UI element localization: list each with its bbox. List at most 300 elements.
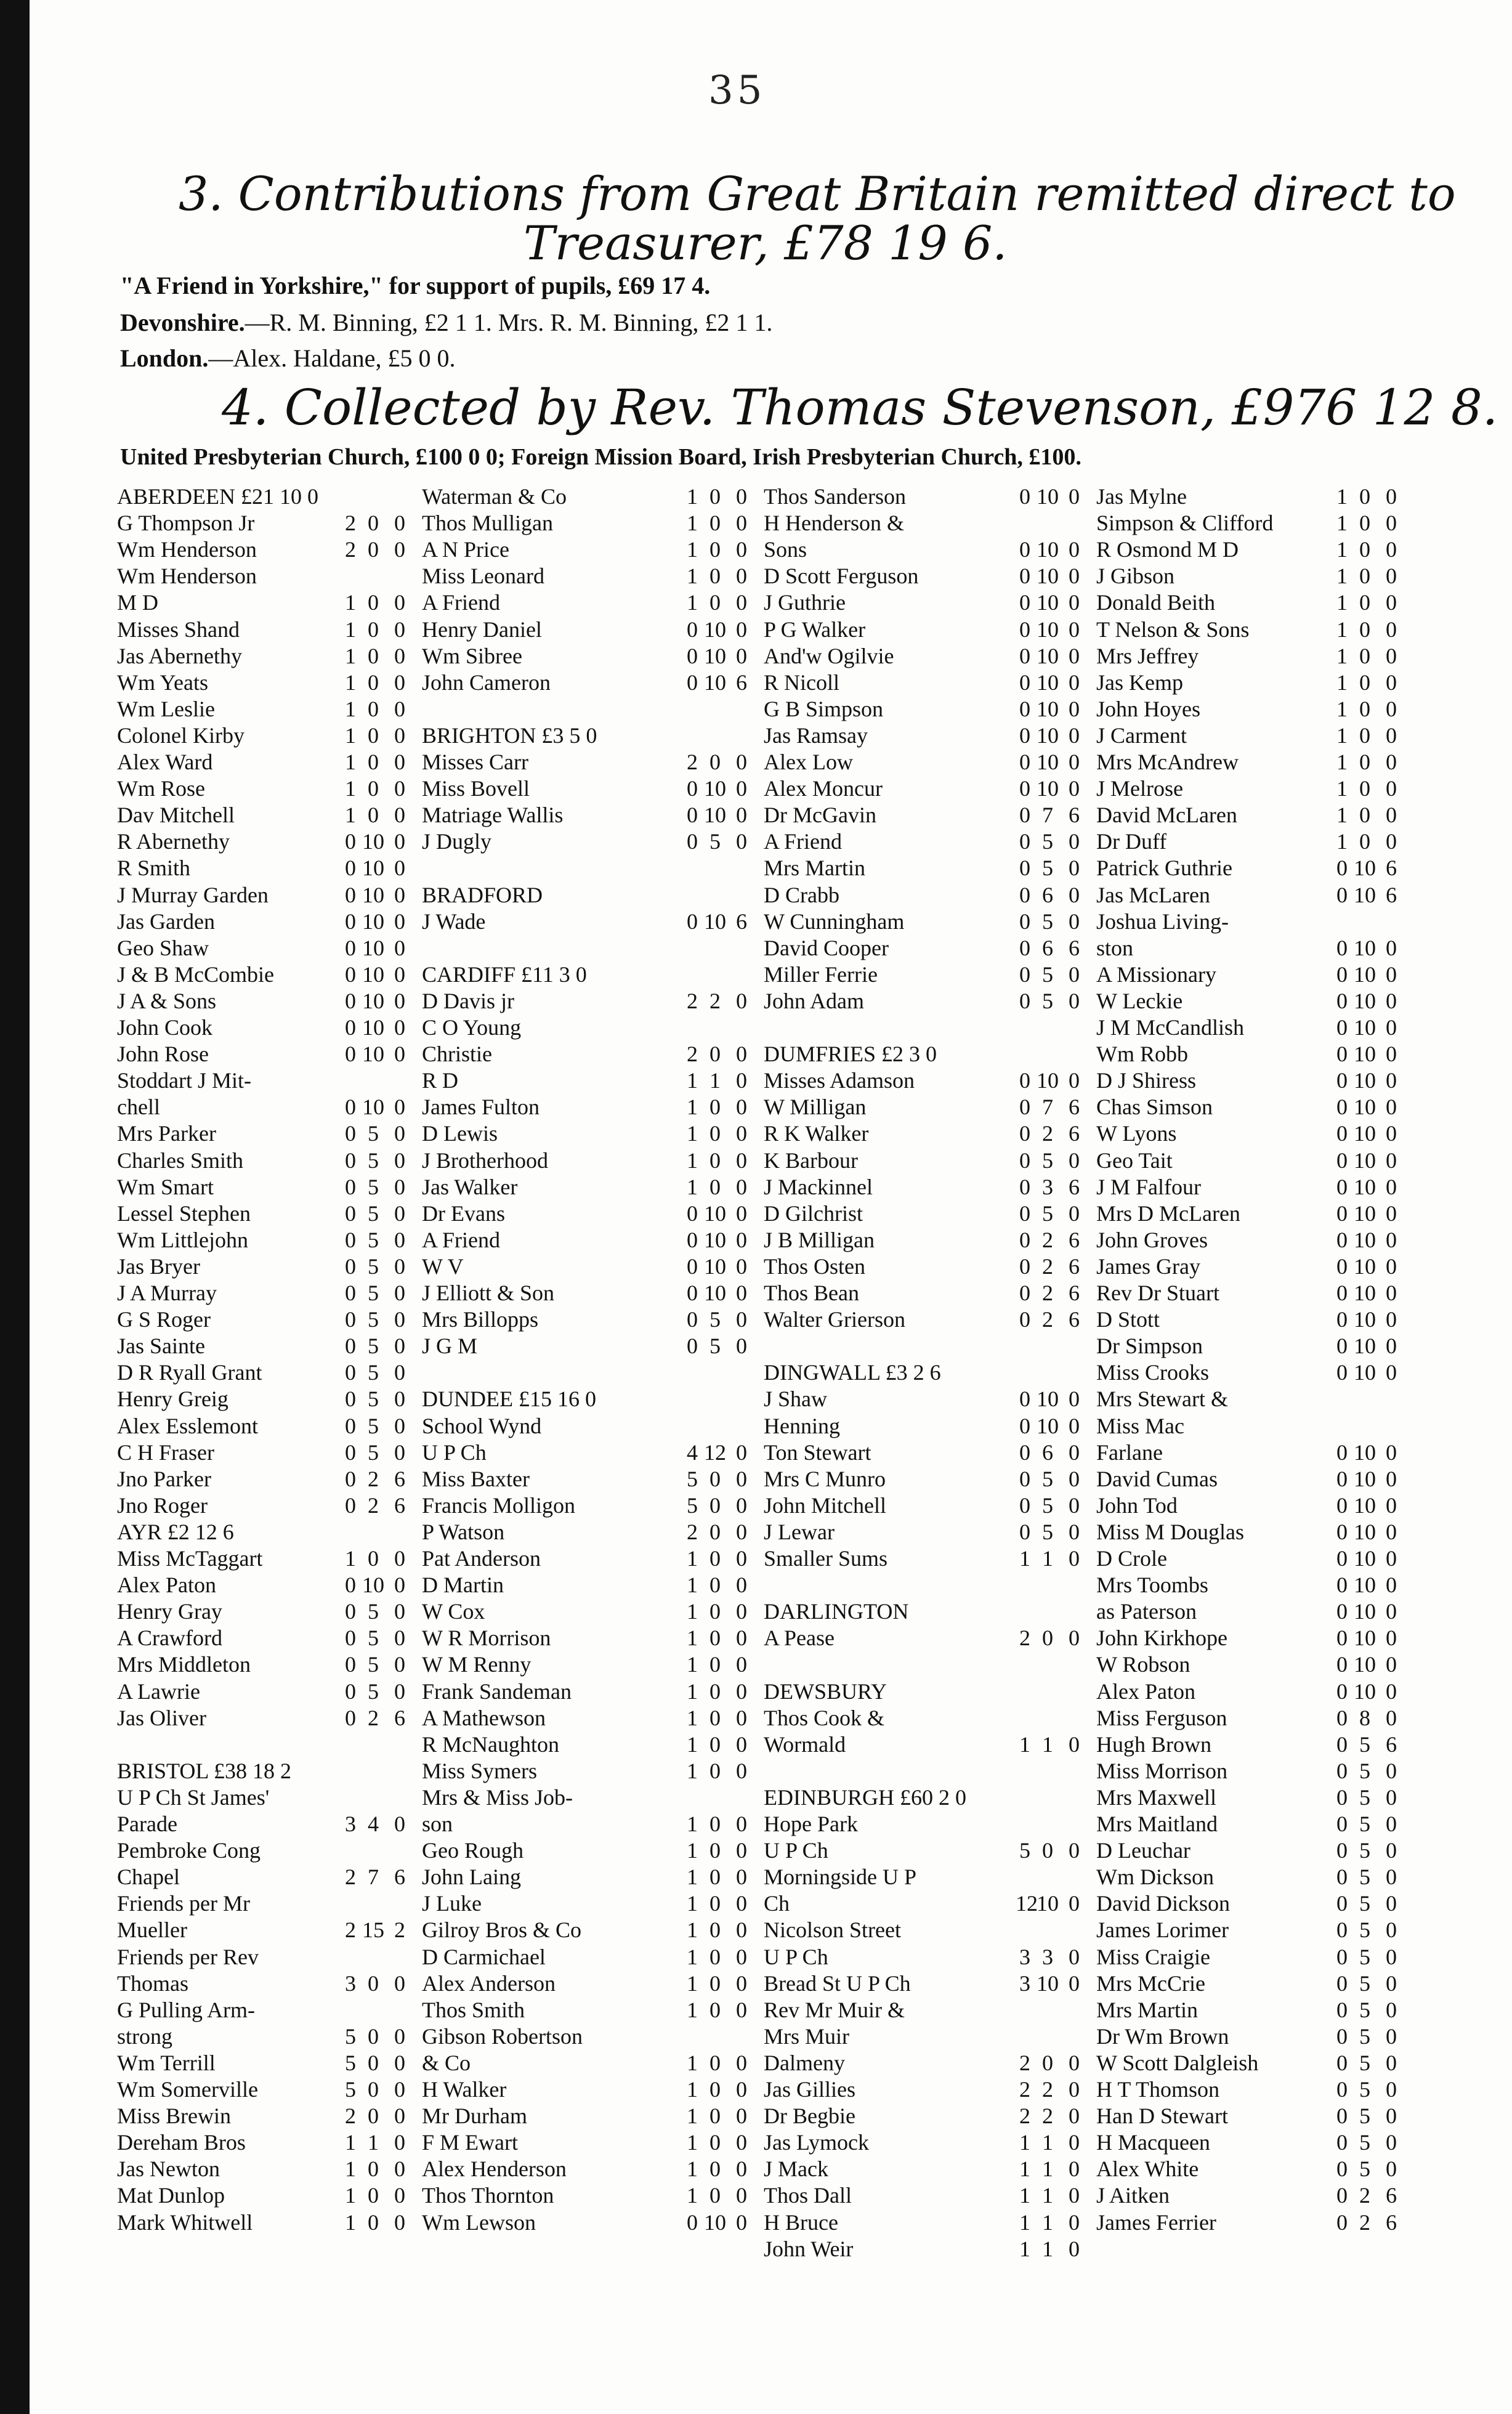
amount-shillings: 10 xyxy=(1037,776,1059,801)
contributor-name: DINGWALL £3 2 6 xyxy=(764,1360,941,1385)
amount-pounds: 0 xyxy=(1019,590,1030,615)
amount-shillings: 0 xyxy=(710,1493,721,1518)
contributor-name: Alex Paton xyxy=(117,1573,216,1597)
contribution-row xyxy=(422,1519,754,1545)
amount-shillings: 10 xyxy=(1037,1068,1059,1093)
amount-pence: 0 xyxy=(394,829,405,854)
amount-pounds: 0 xyxy=(1336,1201,1348,1226)
amount-pounds: 0 xyxy=(345,1148,356,1173)
amount-pence: 0 xyxy=(1386,723,1397,748)
amount-pence: 0 xyxy=(736,590,747,615)
amount-pence: 0 xyxy=(736,1042,747,1066)
amount-pence: 0 xyxy=(394,1307,405,1332)
contribution-row xyxy=(1096,589,1404,616)
amount-pence: 0 xyxy=(394,723,405,748)
contribution-row xyxy=(117,617,413,643)
contribution-row xyxy=(1096,1732,1404,1758)
contribution-row xyxy=(422,1227,754,1254)
amount-pounds: 0 xyxy=(1019,1228,1030,1252)
amount-shillings: 2 xyxy=(368,1706,379,1730)
amount-pounds: 1 xyxy=(687,1706,698,1730)
amount-pounds: 1 xyxy=(1336,803,1348,827)
amount-shillings: 2 xyxy=(1042,1281,1053,1305)
amount-pence: 6 xyxy=(1069,1254,1080,1279)
amount-pounds: 0 xyxy=(1019,484,1030,509)
contributor-name: Parade xyxy=(117,1812,177,1836)
contributor-name: Mrs Maitland xyxy=(1096,1812,1218,1836)
amount-pence: 0 xyxy=(1069,1440,1080,1465)
contribution-row xyxy=(422,2182,754,2209)
contribution-row xyxy=(764,1811,1087,1837)
amount-pounds: 0 xyxy=(1019,1175,1030,1199)
amount-pence: 0 xyxy=(736,989,747,1013)
amount-pounds: 1 xyxy=(1336,829,1348,854)
contribution-row xyxy=(1096,1997,1404,2023)
amount-pounds: 0 xyxy=(1336,936,1348,960)
amount-shillings: 10 xyxy=(362,1042,384,1066)
amount-pence: 0 xyxy=(1386,1360,1397,1385)
amount-pence: 0 xyxy=(736,829,747,854)
amount-pounds: 1 xyxy=(687,2183,698,2208)
amount-pence: 0 xyxy=(394,1414,405,1438)
amount-pence: 0 xyxy=(1069,1546,1080,1571)
contribution-row xyxy=(117,1784,413,1811)
amount-pence: 0 xyxy=(1386,1971,1397,1996)
contributor-name: J G M xyxy=(422,1334,478,1358)
contributor-name: W Scott Dalgleish xyxy=(1096,2051,1259,2075)
amount-shillings: 10 xyxy=(704,1281,726,1305)
contributor-name: Francis Molligon xyxy=(422,1493,575,1518)
amount-pounds: 0 xyxy=(345,1387,356,1411)
amount-shillings: 5 xyxy=(368,1175,379,1199)
contributor-name: Dereham Bros xyxy=(117,2130,246,2155)
contributor-name: W Cox xyxy=(422,1599,485,1624)
amount-shillings: 0 xyxy=(710,1838,721,1863)
contributor-name: Jas Kemp xyxy=(1096,670,1183,695)
contributor-name: Alex White xyxy=(1096,2157,1199,2181)
contribution-row xyxy=(422,1493,754,1519)
contributor-name: EDINBURGH £60 2 0 xyxy=(764,1785,966,1810)
amount-shillings: 5 xyxy=(368,1334,379,1358)
amount-shillings: 0 xyxy=(710,2130,721,2155)
amount-pence: 0 xyxy=(1386,1467,1397,1491)
contribution-row xyxy=(1096,776,1404,802)
amount-pounds: 0 xyxy=(1019,936,1030,960)
amount-shillings: 0 xyxy=(368,1546,379,1571)
amount-shillings: 10 xyxy=(1037,590,1059,615)
amount-pounds: 0 xyxy=(1019,803,1030,827)
amount-shillings: 0 xyxy=(368,537,379,562)
contributor-name: Hope Park xyxy=(764,1812,858,1836)
amount-pence: 0 xyxy=(1386,1148,1397,1173)
amount-pounds: 5 xyxy=(687,1493,698,1518)
amount-pounds: 0 xyxy=(1019,1414,1030,1438)
amount-pence: 0 xyxy=(1069,776,1080,801)
amount-pence: 0 xyxy=(1386,1891,1397,1916)
amount-pence: 0 xyxy=(1069,989,1080,1013)
contribution-row xyxy=(764,2236,1087,2262)
contributor-name: D J Shiress xyxy=(1096,1068,1197,1093)
contributor-name: Wm Smart xyxy=(117,1175,214,1199)
amount-shillings: 10 xyxy=(704,644,726,668)
contributor-name: Jas Sainte xyxy=(117,1334,205,1358)
contribution-row xyxy=(422,1679,754,1705)
contributor-name: R Abernethy xyxy=(117,829,230,854)
contribution-row xyxy=(1096,1094,1404,1120)
amount-pence: 0 xyxy=(736,1918,747,1942)
amount-shillings: 10 xyxy=(1354,1068,1376,1093)
contributor-name: Alex Low xyxy=(764,750,853,774)
contributor-name: Nicolson Street xyxy=(764,1918,901,1942)
amount-pence: 0 xyxy=(394,1095,405,1119)
amount-pounds: 2 xyxy=(1019,2077,1030,2102)
amount-shillings: 10 xyxy=(1037,697,1059,721)
amount-shillings: 0 xyxy=(1359,803,1370,827)
amount-pence: 0 xyxy=(736,1838,747,1863)
contributor-name: ABERDEEN £21 10 0 xyxy=(117,484,318,509)
contributor-name: J Aitken xyxy=(1096,2183,1170,2208)
amount-pounds: 2 xyxy=(1019,2051,1030,2075)
amount-pounds: 0 xyxy=(345,1307,356,1332)
contribution-row xyxy=(117,1227,413,1254)
amount-pence: 0 xyxy=(394,537,405,562)
amount-shillings: 1 xyxy=(1042,2210,1053,2235)
contribution-row xyxy=(422,1413,754,1440)
amount-pence: 0 xyxy=(1069,537,1080,562)
amount-shillings: 10 xyxy=(704,670,726,695)
amount-pounds: 1 xyxy=(1019,2183,1030,2208)
amount-pence: 0 xyxy=(1386,1998,1397,2022)
amount-shillings: 1 xyxy=(1042,2183,1053,2208)
contributor-name: J A Murray xyxy=(117,1281,217,1305)
amount-pounds: 0 xyxy=(1019,1121,1030,1146)
amount-pounds: 1 xyxy=(1019,2157,1030,2181)
contribution-row xyxy=(422,1651,754,1678)
amount-shillings: 5 xyxy=(368,1281,379,1305)
contribution-row xyxy=(764,1598,1087,1625)
contribution-row xyxy=(422,909,754,935)
contributor-name: Mrs Parker xyxy=(117,1121,216,1146)
amount-shillings: 5 xyxy=(1359,2157,1370,2181)
contributor-name: Miss Symers xyxy=(422,1759,538,1783)
amount-shillings: 10 xyxy=(362,936,384,960)
contribution-row xyxy=(117,2129,413,2156)
amount-shillings: 10 xyxy=(704,776,726,801)
amount-pence: 0 xyxy=(736,1998,747,2022)
contribution-row xyxy=(117,1545,413,1572)
amount-shillings: 10 xyxy=(1037,537,1059,562)
contribution-row xyxy=(1096,962,1404,988)
amount-pounds: 0 xyxy=(1019,1068,1030,1093)
contributor-name: Pat Anderson xyxy=(422,1546,541,1571)
amount-shillings: 5 xyxy=(1359,2024,1370,2049)
contribution-row xyxy=(764,2076,1087,2103)
amount-shillings: 1 xyxy=(710,1068,721,1093)
amount-pence: 0 xyxy=(394,2077,405,2102)
amount-pence: 0 xyxy=(1386,1281,1397,1305)
contributor-name: Simpson & Clifford xyxy=(1096,511,1274,535)
contribution-row xyxy=(422,563,754,589)
amount-pence: 0 xyxy=(394,856,405,880)
contributor-name: J & B McCombie xyxy=(117,962,275,987)
amount-shillings: 5 xyxy=(1359,1998,1370,2022)
amount-shillings: 10 xyxy=(362,829,384,854)
contribution-row xyxy=(764,1519,1087,1545)
contributor-name: H Bruce xyxy=(764,2210,838,2235)
amount-pence: 0 xyxy=(1386,1042,1397,1066)
contribution-row xyxy=(117,1466,413,1493)
contributor-name: chell xyxy=(117,1095,160,1119)
amount-pence: 0 xyxy=(1069,564,1080,588)
devonshire-line xyxy=(120,308,772,337)
amount-shillings: 10 xyxy=(704,2210,726,2235)
contribution-row xyxy=(422,510,754,537)
amount-pounds: 0 xyxy=(1019,776,1030,801)
amount-pounds: 0 xyxy=(1336,1121,1348,1146)
amount-pounds: 5 xyxy=(345,2077,356,2102)
amount-pounds: 0 xyxy=(1019,537,1030,562)
contribution-row xyxy=(117,855,413,881)
contributor-name: J Murray Garden xyxy=(117,883,269,907)
contribution-row xyxy=(422,1466,754,1493)
contribution-row xyxy=(117,1174,413,1201)
contribution-row xyxy=(764,589,1087,616)
amount-pounds: 3 xyxy=(345,1812,356,1836)
amount-pence: 6 xyxy=(394,1865,405,1889)
amount-pounds: 0 xyxy=(1336,1759,1348,1783)
amount-pence: 0 xyxy=(1386,1865,1397,1889)
amount-pence: 0 xyxy=(1069,590,1080,615)
contributor-name: John Cook xyxy=(117,1015,213,1040)
contributor-name: Patrick Guthrie xyxy=(1096,856,1232,880)
amount-pounds: 0 xyxy=(1336,1971,1348,1996)
contribution-row xyxy=(422,2129,754,2156)
amount-shillings: 0 xyxy=(368,750,379,774)
amount-shillings: 5 xyxy=(1359,1891,1370,1916)
amount-shillings: 0 xyxy=(368,2104,379,2128)
contribution-row xyxy=(117,589,413,616)
amount-pence: 6 xyxy=(1386,2210,1397,2235)
contributor-name: A Friend xyxy=(422,590,501,615)
contribution-row xyxy=(422,643,754,670)
amount-pounds: 1 xyxy=(687,1759,698,1783)
amount-pence: 6 xyxy=(1386,1732,1397,1757)
amount-pounds: 1 xyxy=(1336,644,1348,668)
amount-shillings: 5 xyxy=(368,1121,379,1146)
amount-shillings: 2 xyxy=(1359,2210,1370,2235)
contribution-row xyxy=(117,1864,413,1890)
amount-pence: 0 xyxy=(1386,1706,1397,1730)
contribution-row xyxy=(764,1944,1087,1970)
amount-pence: 6 xyxy=(1069,1175,1080,1199)
amount-pounds: 0 xyxy=(345,829,356,854)
amount-shillings: 0 xyxy=(710,1759,721,1783)
amount-pounds: 1 xyxy=(687,484,698,509)
amount-shillings: 0 xyxy=(710,590,721,615)
amount-pounds: 1 xyxy=(345,590,356,615)
contribution-row xyxy=(117,1651,413,1678)
contributor-name: Waterman & Co xyxy=(422,484,567,509)
amount-pence: 0 xyxy=(1386,962,1397,987)
contributor-name: W Milligan xyxy=(764,1095,867,1119)
amount-shillings: 10 xyxy=(1037,1891,1059,1916)
amount-pounds: 0 xyxy=(687,644,698,668)
amount-pence: 0 xyxy=(736,644,747,668)
amount-shillings: 0 xyxy=(710,484,721,509)
amount-pence: 6 xyxy=(736,670,747,695)
contributor-name: Mrs D McLaren xyxy=(1096,1201,1240,1226)
amount-pounds: 0 xyxy=(687,829,698,854)
amount-pounds: 1 xyxy=(1336,564,1348,588)
amount-pence: 0 xyxy=(1069,962,1080,987)
contributor-name: Miss Baxter xyxy=(422,1467,530,1491)
contribution-row xyxy=(1096,1811,1404,1837)
amount-shillings: 2 xyxy=(368,1493,379,1518)
contributor-name: Mr Durham xyxy=(422,2104,527,2128)
contributor-name: U P Ch xyxy=(764,1945,828,1969)
contribution-row xyxy=(422,1997,754,2023)
contributor-name: W Cunningham xyxy=(764,909,905,934)
amount-pence: 0 xyxy=(1386,1201,1397,1226)
contribution-row xyxy=(764,510,1087,537)
amount-shillings: 10 xyxy=(1354,1679,1376,1704)
contribution-row xyxy=(422,828,754,855)
amount-shillings: 3 xyxy=(1042,1945,1053,1969)
amount-pounds: 0 xyxy=(1336,1732,1348,1757)
contributor-name: DUNDEE £15 16 0 xyxy=(422,1387,596,1411)
amount-pence: 0 xyxy=(1386,1759,1397,1783)
contributor-name: Miss Brewin xyxy=(117,2104,232,2128)
amount-shillings: 12 xyxy=(704,1440,726,1465)
amount-pence: 0 xyxy=(736,1679,747,1704)
amount-pounds: 0 xyxy=(1336,2024,1348,2049)
contribution-row xyxy=(422,1333,754,1359)
contribution-row xyxy=(1096,749,1404,776)
contributor-name: Jas Mylne xyxy=(1096,484,1187,509)
amount-pounds: 12 xyxy=(1016,1891,1038,1916)
contributor-name: Colonel Kirby xyxy=(117,723,245,748)
amount-shillings: 0 xyxy=(368,2210,379,2235)
amount-pounds: 1 xyxy=(687,1998,698,2022)
contributor-name: James Lorimer xyxy=(1096,1918,1229,1942)
contributor-name: Jas Ramsay xyxy=(764,723,868,748)
amount-shillings: 0 xyxy=(368,617,379,642)
contributor-name: Miss Crooks xyxy=(1096,1360,1210,1385)
amount-pounds: 0 xyxy=(1019,909,1030,934)
amount-pounds: 0 xyxy=(1336,1015,1348,1040)
amount-pence: 0 xyxy=(394,1573,405,1597)
amount-pence: 0 xyxy=(1069,2051,1080,2075)
amount-pence: 2 xyxy=(394,1918,405,1942)
contribution-row xyxy=(764,1466,1087,1493)
contribution-row xyxy=(764,1148,1087,1174)
amount-pounds: 1 xyxy=(687,1838,698,1863)
amount-pence: 0 xyxy=(394,1812,405,1836)
contribution-row xyxy=(1096,484,1404,510)
amount-pounds: 2 xyxy=(1019,1626,1030,1650)
contribution-row xyxy=(764,1917,1087,1943)
contributor-name: Miss Ferguson xyxy=(1096,1706,1227,1730)
contribution-row xyxy=(764,723,1087,749)
contributor-name: G Pulling Arm- xyxy=(117,1998,256,2022)
amount-pence: 0 xyxy=(736,617,747,642)
amount-pence: 0 xyxy=(736,1573,747,1597)
contributor-name: Wm Somerville xyxy=(117,2077,258,2102)
amount-pence: 0 xyxy=(394,1201,405,1226)
contribution-row xyxy=(117,1148,413,1174)
contribution-row xyxy=(422,962,754,988)
contributor-name: Sons xyxy=(764,537,807,562)
amount-pounds: 0 xyxy=(1019,829,1030,854)
amount-shillings: 0 xyxy=(710,1175,721,1199)
amount-pounds: 1 xyxy=(687,511,698,535)
amount-pence: 0 xyxy=(1386,989,1397,1013)
devonshire-text: —R. M. Binning, £2 1 1. Mrs. R. M. Binning, £2 1 1. xyxy=(245,309,773,336)
amount-pounds: 1 xyxy=(1336,697,1348,721)
contribution-row xyxy=(422,617,754,643)
contribution-row xyxy=(117,2103,413,2129)
amount-shillings: 5 xyxy=(368,1440,379,1465)
amount-pounds: 0 xyxy=(1019,962,1030,987)
amount-shillings: 10 xyxy=(1037,564,1059,588)
amount-shillings: 1 xyxy=(1042,1732,1053,1757)
amount-shillings: 1 xyxy=(1042,1546,1053,1571)
amount-pence: 0 xyxy=(394,2157,405,2181)
contributor-name: And'w Ogilvie xyxy=(764,644,894,668)
contribution-row xyxy=(1096,643,1404,670)
contribution-row xyxy=(117,723,413,749)
amount-pounds: 0 xyxy=(1336,2157,1348,2181)
amount-shillings: 1 xyxy=(1042,2130,1053,2155)
contribution-row xyxy=(422,1306,754,1333)
contributor-name: DARLINGTON xyxy=(764,1599,909,1624)
contributor-name: Wm Henderson xyxy=(117,537,257,562)
contributor-name: Lessel Stephen xyxy=(117,1201,251,1226)
amount-pence: 0 xyxy=(394,1387,405,1411)
amount-shillings: 6 xyxy=(1042,883,1053,907)
contribution-row xyxy=(422,1944,754,1970)
contributor-name: D Gilchrist xyxy=(764,1201,863,1226)
amount-shillings: 5 xyxy=(368,1360,379,1385)
amount-pence: 0 xyxy=(736,1148,747,1173)
amount-pounds: 0 xyxy=(1019,750,1030,774)
amount-pence: 0 xyxy=(394,1626,405,1650)
contributor-name: Gibson Robertson xyxy=(422,2024,583,2049)
amount-pence: 6 xyxy=(1069,936,1080,960)
contribution-row xyxy=(1096,1174,1404,1201)
amount-shillings: 0 xyxy=(368,1971,379,1996)
contribution-row xyxy=(1096,1386,1404,1412)
contribution-row xyxy=(1096,2076,1404,2103)
amount-shillings: 10 xyxy=(1354,1281,1376,1305)
contribution-row xyxy=(764,1201,1087,1227)
amount-pounds: 1 xyxy=(345,2130,356,2155)
contribution-row xyxy=(764,828,1087,855)
contributor-name: G Thompson Jr xyxy=(117,511,255,535)
amount-shillings: 2 xyxy=(1042,2077,1053,2102)
amount-shillings: 0 xyxy=(710,1865,721,1889)
amount-pence: 0 xyxy=(1069,1520,1080,1544)
contributor-name: Mrs McAndrew xyxy=(1096,750,1239,774)
amount-pence: 0 xyxy=(394,617,405,642)
amount-shillings: 7 xyxy=(368,1865,379,1889)
amount-pence: 0 xyxy=(736,1599,747,1624)
amount-shillings: 0 xyxy=(710,750,721,774)
amount-pence: 0 xyxy=(394,2104,405,2128)
contribution-row xyxy=(1096,617,1404,643)
amount-pence: 0 xyxy=(1386,2051,1397,2075)
amount-shillings: 0 xyxy=(710,2051,721,2075)
